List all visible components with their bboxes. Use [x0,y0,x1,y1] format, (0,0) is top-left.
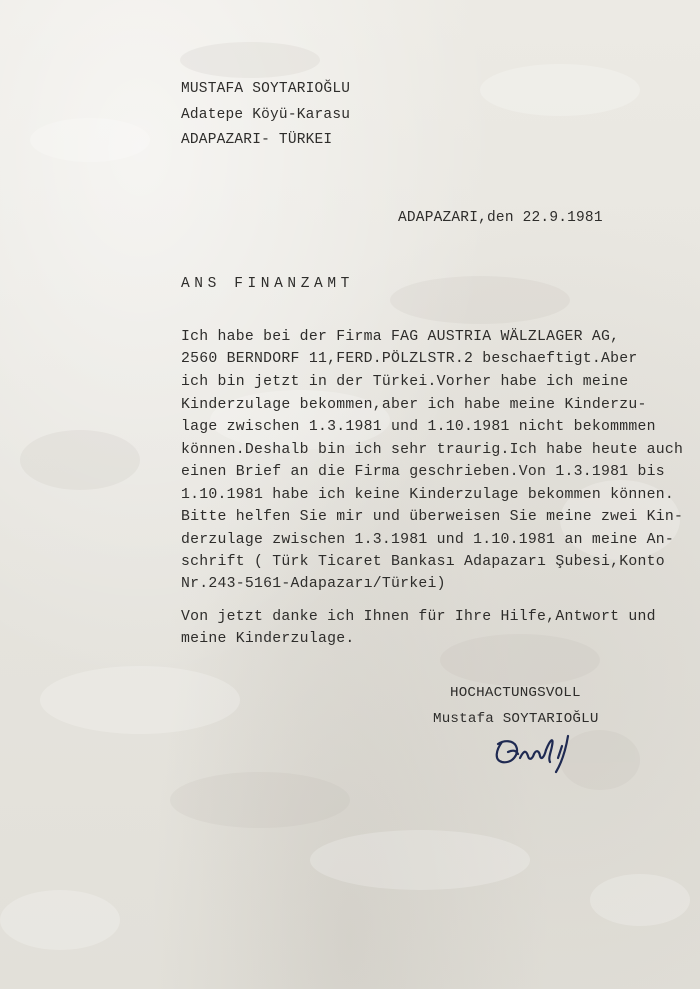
body-line: meine Kinderzulage. [181,631,355,647]
body-line: können.Deshalb bin ich sehr traurig.Ich habe heute auch [181,442,684,458]
body-line: Nr.243-5161-Adapazarı/Türkei) [181,576,446,592]
body-line: Von jetzt danke ich Ihnen für Ihre Hilfe,Antwort und [181,609,656,625]
body-line: ich bin jetzt in der Türkei.Vorher habe ich meine [181,374,629,390]
body-line: schrift ( Türk Ticaret Bankası Adapazarı Şubesi,Konto [181,554,665,570]
signature-icon [486,728,590,776]
closing-name: Mustafa SOYTARIOĞLU [433,711,599,727]
body-line: 1.10.1981 habe ich keine Kinderzulage bekommen können. [181,487,674,503]
place-date: ADAPAZARI,den 22.9.1981 [398,210,603,226]
body-line: einen Brief an die Firma geschrieben.Von 1.3.1981 bis [181,464,665,480]
body-line: derzulage zwischen 1.3.1981 und 1.10.1981 an meine An- [181,532,674,548]
body-line: Ich habe bei der Firma FAG AUSTRIA WÄLZLAGER AG, [181,329,620,345]
sender-village: Adatepe Köyü-Karasu [181,107,351,123]
closing-salutation: HOCHACTUNGSVOLL [450,685,581,701]
body-line: lage zwischen 1.3.1981 und 1.10.1981 nicht bekommmen [181,419,656,435]
body-line: 2560 BERNDORF 11,FERD.PÖLZLSTR.2 beschaeftigt.Aber [181,351,638,367]
sender-city: ADAPAZARI- TÜRKEI [181,132,333,148]
recipient: ANS FINANZAMT [181,276,354,292]
body-line: Kinderzulage bekommen,aber ich habe meine Kinderzu- [181,397,647,413]
sender-name: MUSTAFA SOYTARIOĞLU [181,81,351,97]
body-line: Bitte helfen Sie mir und überweisen Sie meine zwei Kin- [181,509,684,525]
